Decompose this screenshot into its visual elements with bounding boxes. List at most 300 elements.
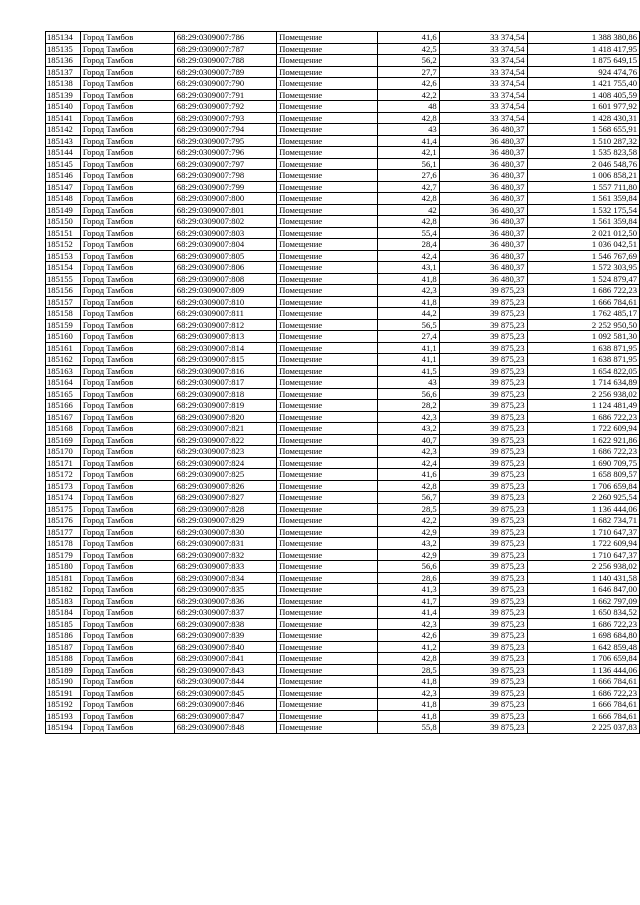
unit-value-cell: 39 875,23 — [439, 411, 527, 423]
table-row — [46, 710, 640, 722]
table-row — [46, 112, 640, 124]
row-number-cell: 185159 — [46, 319, 81, 331]
area-cell: 41,8 — [377, 710, 439, 722]
row-number-cell: 185155 — [46, 273, 81, 285]
cadastral-number-cell: 68:29:0309007:823 — [174, 446, 276, 458]
area-cell: 41,5 — [377, 365, 439, 377]
object-type-cell: Помещение — [277, 434, 378, 446]
table-row — [46, 354, 640, 366]
object-type-cell: Помещение — [277, 710, 378, 722]
unit-value-cell: 39 875,23 — [439, 641, 527, 653]
unit-value-cell: 36 480,37 — [439, 135, 527, 147]
unit-value-cell: 39 875,23 — [439, 354, 527, 366]
row-number-cell: 185175 — [46, 503, 81, 515]
cadastral-value-cell: 1 006 858,21 — [527, 170, 640, 182]
area-cell: 41,4 — [377, 135, 439, 147]
row-number-cell: 185134 — [46, 32, 81, 44]
area-cell: 27,6 — [377, 170, 439, 182]
cadastral-value-cell: 1 690 709,75 — [527, 457, 640, 469]
cadastral-value-cell: 1 568 655,91 — [527, 124, 640, 136]
cadastral-number-cell: 68:29:0309007:816 — [174, 365, 276, 377]
object-type-cell: Помещение — [277, 664, 378, 676]
object-type-cell: Помещение — [277, 722, 378, 734]
object-type-cell: Помещение — [277, 595, 378, 607]
cadastral-number-cell: 68:29:0309007:788 — [174, 55, 276, 67]
row-number-cell: 185179 — [46, 549, 81, 561]
city-cell: Город Тамбов — [80, 158, 174, 170]
cadastral-number-cell: 68:29:0309007:793 — [174, 112, 276, 124]
row-number-cell: 185165 — [46, 388, 81, 400]
row-number-cell: 185181 — [46, 572, 81, 584]
city-cell: Город Тамбов — [80, 135, 174, 147]
cadastral-value-cell: 1 654 822,05 — [527, 365, 640, 377]
unit-value-cell: 39 875,23 — [439, 480, 527, 492]
city-cell: Город Тамбов — [80, 549, 174, 561]
unit-value-cell: 39 875,23 — [439, 457, 527, 469]
object-type-cell: Помещение — [277, 354, 378, 366]
city-cell: Город Тамбов — [80, 423, 174, 435]
cadastral-number-cell: 68:29:0309007:844 — [174, 676, 276, 688]
cadastral-number-cell: 68:29:0309007:822 — [174, 434, 276, 446]
city-cell: Город Тамбов — [80, 492, 174, 504]
unit-value-cell: 39 875,23 — [439, 285, 527, 297]
table-row — [46, 66, 640, 78]
city-cell: Город Тамбов — [80, 89, 174, 101]
object-type-cell: Помещение — [277, 262, 378, 274]
area-cell: 41,8 — [377, 699, 439, 711]
row-number-cell: 185164 — [46, 377, 81, 389]
table-row — [46, 147, 640, 159]
area-cell: 42,7 — [377, 181, 439, 193]
cadastral-value-cell: 1 546 767,69 — [527, 250, 640, 262]
area-cell: 42 — [377, 204, 439, 216]
object-type-cell: Помещение — [277, 296, 378, 308]
object-type-cell: Помещение — [277, 630, 378, 642]
row-number-cell: 185183 — [46, 595, 81, 607]
object-type-cell: Помещение — [277, 250, 378, 262]
city-cell: Город Тамбов — [80, 469, 174, 481]
cadastral-value-cell: 1 140 431,58 — [527, 572, 640, 584]
unit-value-cell: 39 875,23 — [439, 676, 527, 688]
row-number-cell: 185177 — [46, 526, 81, 538]
cadastral-value-cell: 2 252 950,50 — [527, 319, 640, 331]
area-cell: 42,3 — [377, 411, 439, 423]
unit-value-cell: 36 480,37 — [439, 239, 527, 251]
city-cell: Город Тамбов — [80, 653, 174, 665]
object-type-cell: Помещение — [277, 457, 378, 469]
table-row — [46, 400, 640, 412]
unit-value-cell: 36 480,37 — [439, 204, 527, 216]
object-type-cell: Помещение — [277, 112, 378, 124]
area-cell: 42,3 — [377, 285, 439, 297]
city-cell: Город Тамбов — [80, 687, 174, 699]
table-row — [46, 342, 640, 354]
city-cell: Город Тамбов — [80, 216, 174, 228]
cadastral-value-cell: 1 650 834,52 — [527, 607, 640, 619]
area-cell: 42,8 — [377, 193, 439, 205]
table-row — [46, 377, 640, 389]
cadastral-number-cell: 68:29:0309007:826 — [174, 480, 276, 492]
area-cell: 42,8 — [377, 653, 439, 665]
cadastral-value-cell: 1 535 823,58 — [527, 147, 640, 159]
unit-value-cell: 36 480,37 — [439, 193, 527, 205]
cadastral-value-cell: 1 388 380,86 — [527, 32, 640, 44]
unit-value-cell: 39 875,23 — [439, 584, 527, 596]
table-row — [46, 388, 640, 400]
area-cell: 27,4 — [377, 331, 439, 343]
object-type-cell: Помещение — [277, 503, 378, 515]
cadastral-value-cell: 1 561 359,84 — [527, 193, 640, 205]
unit-value-cell: 36 480,37 — [439, 170, 527, 182]
table-row — [46, 618, 640, 630]
city-cell: Город Тамбов — [80, 377, 174, 389]
object-type-cell: Помещение — [277, 538, 378, 550]
cadastral-number-cell: 68:29:0309007:834 — [174, 572, 276, 584]
row-number-cell: 185191 — [46, 687, 81, 699]
unit-value-cell: 39 875,23 — [439, 710, 527, 722]
city-cell: Город Тамбов — [80, 204, 174, 216]
row-number-cell: 185186 — [46, 630, 81, 642]
row-number-cell: 185150 — [46, 216, 81, 228]
unit-value-cell: 39 875,23 — [439, 515, 527, 527]
cadastral-number-cell: 68:29:0309007:843 — [174, 664, 276, 676]
city-cell: Город Тамбов — [80, 124, 174, 136]
cadastral-value-cell: 1 714 634,89 — [527, 377, 640, 389]
area-cell: 28,5 — [377, 664, 439, 676]
object-type-cell: Помещение — [277, 618, 378, 630]
table-row — [46, 515, 640, 527]
area-cell: 43 — [377, 124, 439, 136]
cadastral-value-cell: 1 686 722,23 — [527, 285, 640, 297]
cadastral-number-cell: 68:29:0309007:846 — [174, 699, 276, 711]
row-number-cell: 185182 — [46, 584, 81, 596]
table-row — [46, 607, 640, 619]
row-number-cell: 185147 — [46, 181, 81, 193]
row-number-cell: 185194 — [46, 722, 81, 734]
city-cell: Город Тамбов — [80, 526, 174, 538]
object-type-cell: Помещение — [277, 699, 378, 711]
cadastral-value-cell: 1 557 711,80 — [527, 181, 640, 193]
city-cell: Город Тамбов — [80, 676, 174, 688]
row-number-cell: 185142 — [46, 124, 81, 136]
row-number-cell: 185173 — [46, 480, 81, 492]
cadastral-number-cell: 68:29:0309007:803 — [174, 227, 276, 239]
city-cell: Город Тамбов — [80, 170, 174, 182]
row-number-cell: 185171 — [46, 457, 81, 469]
table-row — [46, 595, 640, 607]
object-type-cell: Помещение — [277, 526, 378, 538]
cadastral-number-cell: 68:29:0309007:821 — [174, 423, 276, 435]
row-number-cell: 185163 — [46, 365, 81, 377]
unit-value-cell: 39 875,23 — [439, 538, 527, 550]
city-cell: Город Тамбов — [80, 66, 174, 78]
table-row — [46, 503, 640, 515]
unit-value-cell: 33 374,54 — [439, 55, 527, 67]
cadastral-value-cell: 1 666 784,61 — [527, 699, 640, 711]
object-type-cell: Помещение — [277, 331, 378, 343]
table-body — [46, 32, 640, 734]
table-row — [46, 89, 640, 101]
cadastral-value-cell: 2 256 938,02 — [527, 388, 640, 400]
cadastral-value-cell: 1 666 784,61 — [527, 710, 640, 722]
row-number-cell: 185170 — [46, 446, 81, 458]
unit-value-cell: 39 875,23 — [439, 342, 527, 354]
row-number-cell: 185139 — [46, 89, 81, 101]
cadastral-value-cell: 1 561 359,84 — [527, 216, 640, 228]
cadastral-number-cell: 68:29:0309007:812 — [174, 319, 276, 331]
cadastral-number-cell: 68:29:0309007:808 — [174, 273, 276, 285]
area-cell: 42,4 — [377, 250, 439, 262]
row-number-cell: 185192 — [46, 699, 81, 711]
city-cell: Город Тамбов — [80, 354, 174, 366]
row-number-cell: 185152 — [46, 239, 81, 251]
row-number-cell: 185141 — [46, 112, 81, 124]
area-cell: 42,2 — [377, 515, 439, 527]
cadastral-value-cell: 1 686 722,23 — [527, 618, 640, 630]
unit-value-cell: 39 875,23 — [439, 388, 527, 400]
table-row — [46, 526, 640, 538]
table-row — [46, 308, 640, 320]
unit-value-cell: 39 875,23 — [439, 319, 527, 331]
area-cell: 41,8 — [377, 676, 439, 688]
table-row — [46, 285, 640, 297]
area-cell: 56,1 — [377, 158, 439, 170]
cadastral-number-cell: 68:29:0309007:791 — [174, 89, 276, 101]
unit-value-cell: 36 480,37 — [439, 124, 527, 136]
cadastral-number-cell: 68:29:0309007:848 — [174, 722, 276, 734]
cadastral-number-cell: 68:29:0309007:811 — [174, 308, 276, 320]
table-row — [46, 411, 640, 423]
table-row — [46, 561, 640, 573]
table-row — [46, 584, 640, 596]
city-cell: Город Тамбов — [80, 710, 174, 722]
table-row — [46, 676, 640, 688]
row-number-cell: 185193 — [46, 710, 81, 722]
city-cell: Город Тамбов — [80, 503, 174, 515]
row-number-cell: 185140 — [46, 101, 81, 113]
object-type-cell: Помещение — [277, 653, 378, 665]
cadastral-value-cell: 1 408 405,59 — [527, 89, 640, 101]
table-row — [46, 239, 640, 251]
cadastral-number-cell: 68:29:0309007:832 — [174, 549, 276, 561]
unit-value-cell: 39 875,23 — [439, 653, 527, 665]
unit-value-cell: 36 480,37 — [439, 216, 527, 228]
object-type-cell: Помещение — [277, 135, 378, 147]
area-cell: 43,2 — [377, 423, 439, 435]
table-row — [46, 262, 640, 274]
cadastral-value-table — [45, 31, 640, 734]
row-number-cell: 185190 — [46, 676, 81, 688]
cadastral-value-cell: 1 686 722,23 — [527, 446, 640, 458]
cadastral-value-cell: 1 421 755,40 — [527, 78, 640, 90]
cadastral-number-cell: 68:29:0309007:789 — [174, 66, 276, 78]
cadastral-number-cell: 68:29:0309007:786 — [174, 32, 276, 44]
city-cell: Город Тамбов — [80, 595, 174, 607]
city-cell: Город Тамбов — [80, 193, 174, 205]
city-cell: Город Тамбов — [80, 181, 174, 193]
unit-value-cell: 36 480,37 — [439, 273, 527, 285]
cadastral-number-cell: 68:29:0309007:806 — [174, 262, 276, 274]
object-type-cell: Помещение — [277, 101, 378, 113]
cadastral-value-cell: 924 474,76 — [527, 66, 640, 78]
cadastral-number-cell: 68:29:0309007:819 — [174, 400, 276, 412]
row-number-cell: 185178 — [46, 538, 81, 550]
row-number-cell: 185167 — [46, 411, 81, 423]
area-cell: 55,4 — [377, 227, 439, 239]
row-number-cell: 185143 — [46, 135, 81, 147]
row-number-cell: 185146 — [46, 170, 81, 182]
area-cell: 41,6 — [377, 32, 439, 44]
table-row — [46, 469, 640, 481]
area-cell: 43,2 — [377, 538, 439, 550]
unit-value-cell: 39 875,23 — [439, 365, 527, 377]
city-cell: Город Тамбов — [80, 446, 174, 458]
cadastral-number-cell: 68:29:0309007:802 — [174, 216, 276, 228]
object-type-cell: Помещение — [277, 572, 378, 584]
cadastral-value-cell: 1 666 784,61 — [527, 676, 640, 688]
city-cell: Город Тамбов — [80, 308, 174, 320]
table-row — [46, 331, 640, 343]
cadastral-number-cell: 68:29:0309007:820 — [174, 411, 276, 423]
area-cell: 42,8 — [377, 216, 439, 228]
cadastral-value-cell: 1 710 647,37 — [527, 526, 640, 538]
area-cell: 56,7 — [377, 492, 439, 504]
row-number-cell: 185145 — [46, 158, 81, 170]
cadastral-number-cell: 68:29:0309007:790 — [174, 78, 276, 90]
area-cell: 43 — [377, 377, 439, 389]
cadastral-number-cell: 68:29:0309007:794 — [174, 124, 276, 136]
table-row — [46, 216, 640, 228]
table-row — [46, 630, 640, 642]
city-cell: Город Тамбов — [80, 250, 174, 262]
cadastral-number-cell: 68:29:0309007:847 — [174, 710, 276, 722]
cadastral-number-cell: 68:29:0309007:836 — [174, 595, 276, 607]
table-row — [46, 457, 640, 469]
cadastral-number-cell: 68:29:0309007:839 — [174, 630, 276, 642]
row-number-cell: 185162 — [46, 354, 81, 366]
area-cell: 56,6 — [377, 561, 439, 573]
cadastral-value-cell: 1 510 287,32 — [527, 135, 640, 147]
object-type-cell: Помещение — [277, 204, 378, 216]
object-type-cell: Помещение — [277, 273, 378, 285]
area-cell: 42,1 — [377, 147, 439, 159]
unit-value-cell: 33 374,54 — [439, 101, 527, 113]
table-row — [46, 204, 640, 216]
area-cell: 56,6 — [377, 388, 439, 400]
area-cell: 44,2 — [377, 308, 439, 320]
cadastral-number-cell: 68:29:0309007:837 — [174, 607, 276, 619]
object-type-cell: Помещение — [277, 641, 378, 653]
unit-value-cell: 36 480,37 — [439, 181, 527, 193]
table-row — [46, 32, 640, 44]
object-type-cell: Помещение — [277, 78, 378, 90]
cadastral-number-cell: 68:29:0309007:810 — [174, 296, 276, 308]
city-cell: Город Тамбов — [80, 607, 174, 619]
cadastral-value-cell: 1 092 581,30 — [527, 331, 640, 343]
table-row — [46, 365, 640, 377]
city-cell: Город Тамбов — [80, 273, 174, 285]
object-type-cell: Помещение — [277, 181, 378, 193]
city-cell: Город Тамбов — [80, 239, 174, 251]
table-row — [46, 446, 640, 458]
cadastral-value-cell: 1 532 175,54 — [527, 204, 640, 216]
row-number-cell: 185176 — [46, 515, 81, 527]
object-type-cell: Помещение — [277, 147, 378, 159]
table-row — [46, 170, 640, 182]
row-number-cell: 185135 — [46, 43, 81, 55]
row-number-cell: 185187 — [46, 641, 81, 653]
cadastral-value-cell: 1 662 797,09 — [527, 595, 640, 607]
unit-value-cell: 33 374,54 — [439, 32, 527, 44]
cadastral-number-cell: 68:29:0309007:830 — [174, 526, 276, 538]
row-number-cell: 185168 — [46, 423, 81, 435]
area-cell: 42,3 — [377, 687, 439, 699]
unit-value-cell: 39 875,23 — [439, 595, 527, 607]
row-number-cell: 185169 — [46, 434, 81, 446]
unit-value-cell: 33 374,54 — [439, 78, 527, 90]
row-number-cell: 185174 — [46, 492, 81, 504]
area-cell: 41,3 — [377, 584, 439, 596]
row-number-cell: 185148 — [46, 193, 81, 205]
table-row — [46, 135, 640, 147]
area-cell: 41,4 — [377, 607, 439, 619]
cadastral-number-cell: 68:29:0309007:824 — [174, 457, 276, 469]
object-type-cell: Помещение — [277, 561, 378, 573]
cadastral-value-cell: 2 256 938,02 — [527, 561, 640, 573]
row-number-cell: 185166 — [46, 400, 81, 412]
city-cell: Город Тамбов — [80, 572, 174, 584]
unit-value-cell: 39 875,23 — [439, 687, 527, 699]
unit-value-cell: 36 480,37 — [439, 147, 527, 159]
row-number-cell: 185136 — [46, 55, 81, 67]
city-cell: Город Тамбов — [80, 722, 174, 734]
unit-value-cell: 39 875,23 — [439, 296, 527, 308]
unit-value-cell: 36 480,37 — [439, 262, 527, 274]
city-cell: Город Тамбов — [80, 296, 174, 308]
city-cell: Город Тамбов — [80, 43, 174, 55]
cadastral-value-cell: 1 762 485,17 — [527, 308, 640, 320]
city-cell: Город Тамбов — [80, 400, 174, 412]
cadastral-value-cell: 1 622 921,86 — [527, 434, 640, 446]
cadastral-number-cell: 68:29:0309007:838 — [174, 618, 276, 630]
row-number-cell: 185137 — [46, 66, 81, 78]
unit-value-cell: 36 480,37 — [439, 158, 527, 170]
city-cell: Город Тамбов — [80, 480, 174, 492]
cadastral-value-cell: 1 524 879,47 — [527, 273, 640, 285]
area-cell: 42,5 — [377, 43, 439, 55]
cadastral-number-cell: 68:29:0309007:829 — [174, 515, 276, 527]
cadastral-value-cell: 1 698 684,80 — [527, 630, 640, 642]
row-number-cell: 185154 — [46, 262, 81, 274]
unit-value-cell: 39 875,23 — [439, 630, 527, 642]
table-row — [46, 434, 640, 446]
city-cell: Город Тамбов — [80, 227, 174, 239]
unit-value-cell: 39 875,23 — [439, 469, 527, 481]
cadastral-value-cell: 1 706 659,84 — [527, 653, 640, 665]
cadastral-value-cell: 1 682 734,71 — [527, 515, 640, 527]
object-type-cell: Помещение — [277, 400, 378, 412]
city-cell: Город Тамбов — [80, 78, 174, 90]
row-number-cell: 185158 — [46, 308, 81, 320]
object-type-cell: Помещение — [277, 365, 378, 377]
cadastral-value-cell: 1 428 430,31 — [527, 112, 640, 124]
table-row — [46, 538, 640, 550]
city-cell: Город Тамбов — [80, 331, 174, 343]
cadastral-number-cell: 68:29:0309007:796 — [174, 147, 276, 159]
cadastral-number-cell: 68:29:0309007:833 — [174, 561, 276, 573]
cadastral-value-cell: 2 260 925,54 — [527, 492, 640, 504]
unit-value-cell: 39 875,23 — [439, 503, 527, 515]
